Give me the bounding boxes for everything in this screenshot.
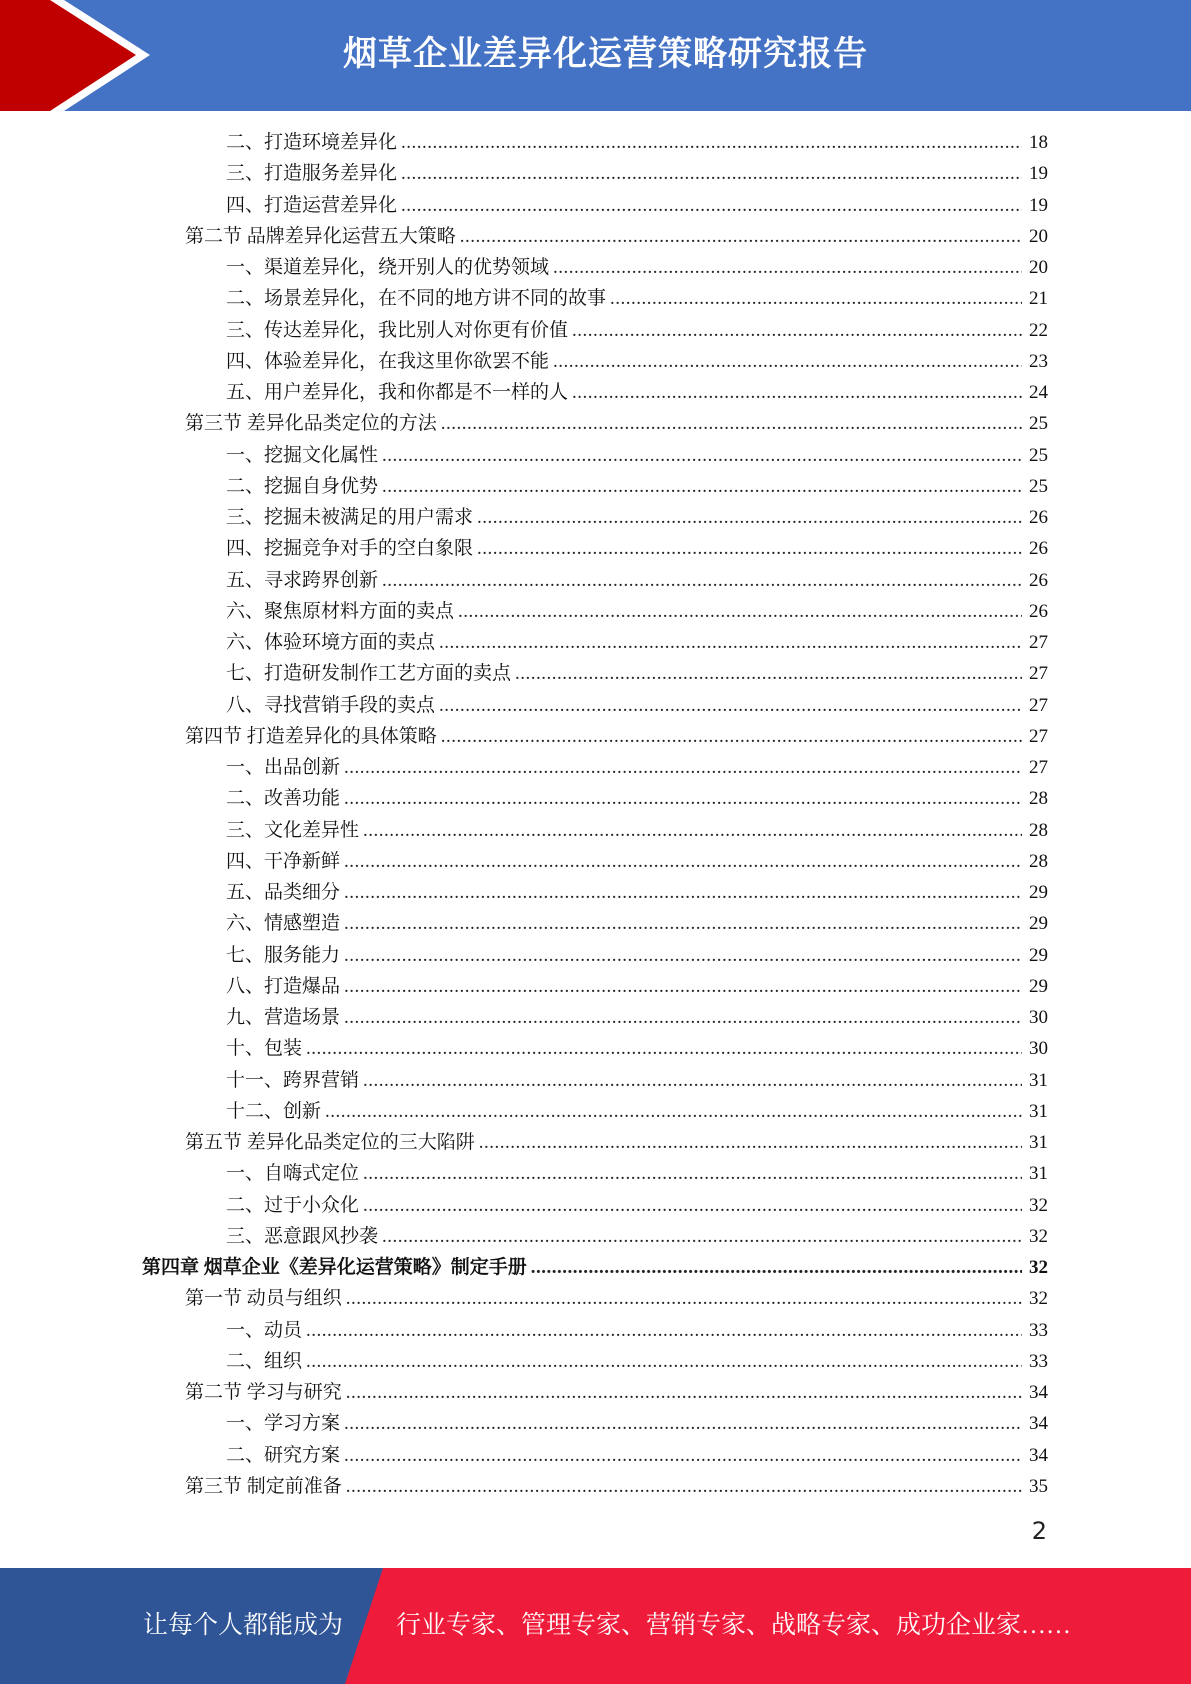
toc-entry-page: 29	[1029, 944, 1048, 966]
toc-leader-dots	[477, 502, 1022, 533]
toc-entry-page: 18	[1029, 132, 1048, 153]
toc-leader-dots	[441, 408, 1022, 439]
toc-entry[interactable]	[0, 1096, 1191, 1127]
toc-entry-page: 33	[1029, 1350, 1048, 1372]
toc-entry-label: 六、体验环境方面的卖点	[226, 632, 436, 653]
toc-entry-label: 九、营造场景	[226, 1007, 341, 1028]
toc-leader-dots	[439, 690, 1022, 721]
toc-entry-label: 十、包装	[226, 1038, 303, 1060]
toc-entry-page: 19	[1029, 194, 1048, 216]
toc-entry-page: 32	[1029, 1257, 1048, 1278]
toc-entry-label: 四、挖掘竞争对手的空白象限	[226, 538, 474, 560]
toc-entry[interactable]	[0, 1283, 1191, 1314]
toc-entry-label: 第二节 品牌差异化运营五大策略	[185, 225, 456, 247]
toc-entry-label: 五、品类细分	[226, 882, 341, 903]
toc-entry[interactable]	[0, 346, 1191, 377]
toc-entry-label: 二、挖掘自身优势	[226, 475, 379, 497]
toc-entry-page: 28	[1029, 850, 1048, 872]
toc-entry-label: 五、用户差异化，我和你都是不一样的人	[226, 382, 569, 403]
toc-entry-page: 25	[1029, 475, 1048, 497]
toc-entry[interactable]	[0, 315, 1191, 346]
toc-entry[interactable]	[0, 1440, 1191, 1471]
document-title: 烟草企业差异化运营策略研究报告	[343, 34, 868, 74]
toc-entry[interactable]	[0, 471, 1191, 502]
toc-entry-label: 五、寻求跨界创新	[226, 569, 379, 591]
page-header	[0, 0, 1191, 111]
toc-entry-label: 三、文化差异性	[226, 819, 360, 841]
toc-entry-label: 七、打造研发制作工艺方面的卖点	[226, 663, 512, 685]
toc-leader-dots	[479, 1127, 1022, 1158]
toc-entry[interactable]	[0, 783, 1191, 814]
toc-entry[interactable]	[0, 283, 1191, 314]
toc-leader-dots	[382, 471, 1022, 502]
toc-entry-page: 20	[1029, 225, 1048, 247]
toc-leader-dots	[306, 1033, 1022, 1064]
table-of-contents	[0, 127, 1191, 1502]
toc-leader-dots	[325, 1096, 1022, 1127]
toc-entry[interactable]	[0, 1190, 1191, 1221]
toc-entry[interactable]	[0, 1252, 1191, 1283]
toc-entry[interactable]	[0, 1127, 1191, 1158]
toc-entry-page: 27	[1029, 694, 1048, 716]
toc-entry-page: 31	[1029, 1163, 1048, 1185]
toc-entry-label: 二、打造环境差异化	[226, 132, 398, 153]
toc-entry-page: 19	[1029, 163, 1048, 185]
toc-leader-dots	[401, 190, 1022, 221]
footer-slogan-left: 让每个人都能成为	[143, 1612, 344, 1639]
toc-entry-label: 一、动员	[226, 1319, 303, 1341]
toc-entry-label: 三、打造服务差异化	[226, 163, 398, 185]
toc-entry[interactable]	[0, 127, 1191, 158]
toc-leader-dots	[553, 346, 1022, 377]
toc-leader-dots	[344, 877, 1022, 908]
toc-leader-dots	[344, 940, 1022, 971]
toc-entry-page: 20	[1029, 257, 1048, 278]
toc-entry[interactable]	[0, 1221, 1191, 1252]
toc-entry[interactable]	[0, 721, 1191, 752]
toc-entry-label: 二、场景差异化，在不同的地方讲不同的故事	[226, 288, 607, 310]
toc-leader-dots	[363, 815, 1022, 846]
toc-leader-dots	[344, 971, 1022, 1002]
toc-entry-label: 三、传达差异化，我比别人对你更有价值	[226, 319, 569, 341]
toc-entry[interactable]	[0, 190, 1191, 221]
toc-entry[interactable]	[0, 596, 1191, 627]
toc-entry[interactable]	[0, 533, 1191, 564]
toc-entry-label: 四、打造运营差异化	[226, 194, 398, 216]
toc-entry-page: 32	[1029, 1225, 1048, 1247]
toc-leader-dots	[477, 533, 1022, 564]
toc-leader-dots	[441, 721, 1022, 752]
toc-entry-page: 26	[1029, 538, 1048, 560]
toc-entry-page: 34	[1029, 1444, 1048, 1466]
toc-leader-dots	[346, 1377, 1022, 1408]
toc-entry[interactable]	[0, 502, 1191, 533]
toc-leader-dots	[344, 783, 1022, 814]
toc-entry[interactable]	[0, 1408, 1191, 1439]
toc-entry[interactable]	[0, 1002, 1191, 1033]
toc-entry-page: 25	[1029, 444, 1048, 466]
toc-entry-label: 十二、创新	[226, 1100, 322, 1122]
toc-entry[interactable]	[0, 658, 1191, 689]
toc-entry-page: 29	[1029, 975, 1048, 997]
toc-entry[interactable]	[0, 1158, 1191, 1189]
toc-entry-page: 27	[1029, 757, 1048, 778]
toc-entry-label: 八、打造爆品	[226, 975, 341, 997]
toc-entry[interactable]	[0, 846, 1191, 877]
toc-entry-label: 二、组织	[226, 1350, 303, 1372]
toc-entry[interactable]	[0, 971, 1191, 1002]
toc-entry-page: 34	[1029, 1413, 1048, 1435]
toc-entry-page: 23	[1029, 350, 1048, 372]
toc-entry-page: 27	[1029, 725, 1048, 747]
toc-leader-dots	[531, 1252, 1022, 1283]
toc-leader-dots	[610, 283, 1022, 314]
toc-entry-label: 二、过于小众化	[226, 1194, 360, 1216]
toc-entry-page: 31	[1029, 1069, 1048, 1091]
toc-entry-label: 二、研究方案	[226, 1444, 341, 1466]
toc-entry[interactable]	[0, 690, 1191, 721]
toc-leader-dots	[346, 1283, 1022, 1314]
toc-entry-page: 22	[1029, 319, 1048, 341]
toc-entry-label: 三、恶意跟风抄袭	[226, 1225, 379, 1247]
toc-entry-label: 一、挖掘文化属性	[226, 444, 379, 466]
toc-leader-dots	[346, 1471, 1022, 1502]
toc-leader-dots	[458, 596, 1022, 627]
toc-entry-page: 27	[1029, 632, 1048, 653]
toc-entry-label: 六、聚焦原材料方面的卖点	[226, 600, 455, 622]
toc-entry-label: 四、体验差异化，在我这里你欲罢不能	[226, 350, 550, 372]
toc-entry-page: 32	[1029, 1194, 1048, 1216]
toc-leader-dots	[306, 1315, 1022, 1346]
toc-leader-dots	[344, 1440, 1022, 1471]
toc-entry[interactable]	[0, 908, 1191, 939]
toc-leader-dots	[344, 846, 1022, 877]
toc-entry-label: 八、寻找营销手段的卖点	[226, 694, 436, 716]
toc-entry-page: 27	[1029, 663, 1048, 685]
toc-leader-dots	[460, 221, 1022, 252]
toc-leader-dots	[382, 565, 1022, 596]
toc-entry-label: 一、渠道差异化，绕开别人的优势领域	[226, 257, 550, 278]
toc-leader-dots	[401, 127, 1022, 158]
toc-leader-dots	[401, 158, 1022, 189]
toc-entry-page: 29	[1029, 913, 1048, 935]
page-number: 2	[1031, 1517, 1047, 1545]
page-footer	[0, 1568, 1191, 1684]
toc-leader-dots	[553, 252, 1022, 283]
toc-entry[interactable]	[0, 1033, 1191, 1064]
toc-entry[interactable]	[0, 377, 1191, 408]
toc-leader-dots	[344, 908, 1022, 939]
toc-entry-page: 30	[1029, 1038, 1048, 1060]
toc-leader-dots	[344, 752, 1022, 783]
toc-entry[interactable]	[0, 221, 1191, 252]
toc-entry[interactable]	[0, 1471, 1191, 1502]
toc-entry-page: 31	[1029, 1100, 1048, 1122]
toc-entry-page: 26	[1029, 600, 1048, 622]
toc-entry-label: 第一节 动员与组织	[185, 1288, 342, 1310]
toc-entry[interactable]	[0, 158, 1191, 189]
toc-entry-page: 26	[1029, 507, 1048, 528]
toc-leader-dots	[382, 440, 1022, 471]
toc-entry-page: 28	[1029, 819, 1048, 841]
toc-entry-page: 29	[1029, 882, 1048, 903]
toc-entry-page: 21	[1029, 288, 1048, 310]
toc-entry-label: 一、自嗨式定位	[226, 1163, 360, 1185]
toc-entry[interactable]	[0, 940, 1191, 971]
toc-leader-dots	[572, 315, 1022, 346]
toc-entry[interactable]	[0, 627, 1191, 658]
toc-entry-page: 26	[1029, 569, 1048, 591]
toc-entry-page: 34	[1029, 1382, 1048, 1403]
toc-entry-label: 四、干净新鲜	[226, 850, 341, 872]
toc-entry[interactable]	[0, 1346, 1191, 1377]
toc-entry[interactable]	[0, 252, 1191, 283]
toc-leader-dots	[363, 1190, 1022, 1221]
toc-entry-label: 第五节 差异化品类定位的三大陷阱	[185, 1132, 475, 1153]
toc-entry-label: 二、改善功能	[226, 788, 341, 810]
toc-entry-page: 24	[1029, 382, 1048, 403]
toc-entry[interactable]	[0, 1377, 1191, 1408]
toc-leader-dots	[344, 1408, 1022, 1439]
toc-leader-dots	[344, 1002, 1022, 1033]
toc-entry-label: 七、服务能力	[226, 944, 341, 966]
toc-entry-label: 第四章 烟草企业《差异化运营策略》制定手册	[142, 1257, 527, 1278]
toc-leader-dots	[306, 1346, 1022, 1377]
toc-entry-page: 28	[1029, 788, 1048, 810]
toc-entry-label: 三、挖掘未被满足的用户需求	[226, 507, 474, 528]
toc-entry-label: 十一、跨界营销	[226, 1069, 360, 1091]
toc-leader-dots	[515, 658, 1022, 689]
toc-entry-label: 第三节 差异化品类定位的方法	[185, 413, 437, 435]
toc-entry[interactable]	[0, 877, 1191, 908]
toc-entry-label: 一、出品创新	[226, 757, 341, 778]
toc-entry[interactable]	[0, 1065, 1191, 1096]
toc-leader-dots	[363, 1158, 1022, 1189]
toc-entry[interactable]	[0, 440, 1191, 471]
toc-entry-page: 30	[1029, 1007, 1048, 1028]
toc-leader-dots	[572, 377, 1022, 408]
toc-entry-label: 第二节 学习与研究	[185, 1382, 342, 1403]
toc-entry-page: 35	[1029, 1475, 1048, 1497]
toc-entry-label: 一、学习方案	[226, 1413, 341, 1435]
toc-entry-page: 31	[1029, 1132, 1048, 1153]
toc-entry[interactable]	[0, 815, 1191, 846]
toc-entry-page: 32	[1029, 1288, 1048, 1310]
toc-entry[interactable]	[0, 752, 1191, 783]
toc-entry[interactable]	[0, 1315, 1191, 1346]
footer-slogan-right: 行业专家、管理专家、营销专家、战略专家、成功企业家……	[396, 1612, 1072, 1639]
toc-entry[interactable]	[0, 408, 1191, 439]
toc-entry-label: 六、情感塑造	[226, 913, 341, 935]
toc-leader-dots	[363, 1065, 1022, 1096]
toc-entry-page: 25	[1029, 413, 1048, 435]
toc-entry-label: 第四节 打造差异化的具体策略	[185, 725, 437, 747]
toc-leader-dots	[382, 1221, 1022, 1252]
toc-entry-page: 33	[1029, 1319, 1048, 1341]
toc-entry-label: 第三节 制定前准备	[185, 1475, 342, 1497]
toc-leader-dots	[439, 627, 1022, 658]
toc-entry[interactable]	[0, 565, 1191, 596]
